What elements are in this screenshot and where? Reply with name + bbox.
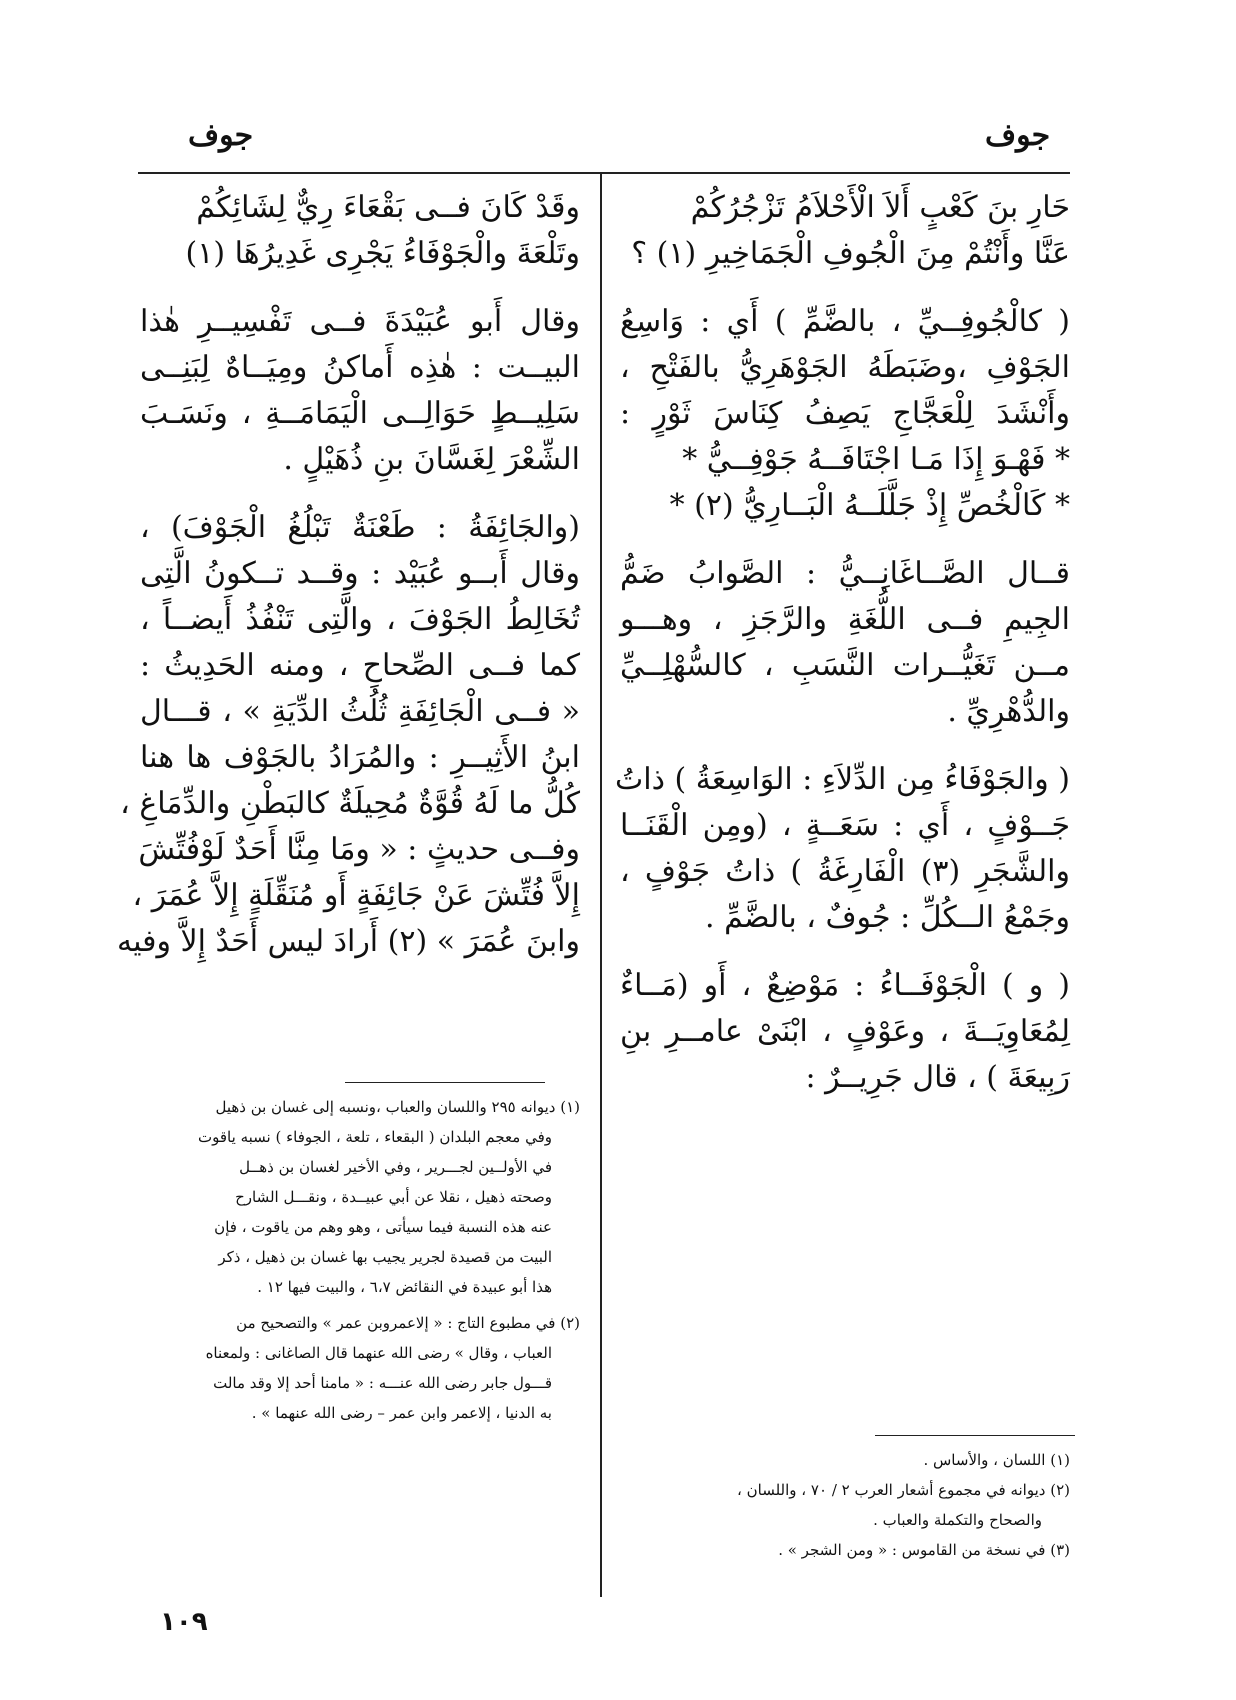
text-line: رَبِيعَةَ ) ، قال جَرِيــرٌ : bbox=[805, 1060, 1070, 1095]
text-line: ( كالْجُوفِــيِّ ، بالضَّمِّ ) أَي : وَاسِعُ bbox=[620, 304, 1070, 339]
text-line: وفــى حديثٍ : « ومَا مِنَّا أَحَدٌ لَوْفُتِّشَ bbox=[138, 832, 580, 867]
text-line: الجِيمِ فــى اللُّغَةِ والرَّجَزِ ، وهـــو bbox=[620, 602, 1070, 637]
text-line: وجَمْعُ الــكُلِّ : جُوفٌ ، بالضَّمِّ . bbox=[705, 900, 1070, 935]
header-rule bbox=[138, 172, 1070, 174]
text-line: وقال أَبو عُبَيْدَةَ فــى تَفْسِيــرِ هٰذا bbox=[140, 304, 580, 339]
text-line: تُخَالِطُ الجَوْفَ ، والَّتِى تَنْفُذُ أَيضــاً ، bbox=[140, 602, 580, 637]
verse-line: وتَلْعَةَ والْجَوْفَاءُ يَجْرِى غَدِيرُهَا (١) bbox=[185, 236, 580, 271]
footnote-line: عنه هذه النسبة فيما سيأتى ، وهو وهم من ياقوت ، فإن bbox=[214, 1218, 552, 1236]
text-line: كما فــى الصِّحاحِ ، ومنه الحَدِيثُ : bbox=[140, 648, 580, 683]
right-column bbox=[615, 185, 1071, 1101]
text-line: قــال الصَّــاغَانِــيُّ : الصَّوابُ ضَمُّ bbox=[620, 556, 1070, 591]
text-line: إِلاَّ فُتِّشَ عَنْ جَائِفَةٍ أَو مُنَقِّلَةٍ إِلاَّ عُمَرَ ، bbox=[132, 878, 580, 913]
text-line: الجَوْفِ ،وضَبَطَهُ الجَوْهَرِيُّ بالفَتْحِ ، bbox=[620, 350, 1070, 385]
footnote-line: (١) اللسان ، والأساس . bbox=[923, 1451, 1070, 1469]
text-line: مــن تَغَيُّــرات النَّسَبِ ، كالسُّهْلِــيِّ bbox=[620, 648, 1070, 683]
text-line: ابنُ الأَثِيــرِ : والمُرَادُ بالجَوْف ها هنا bbox=[140, 740, 580, 775]
verse-line: عَنَّا وأَنْتُمْ مِنَ الْجُوفِ الْجَمَاخِيرِ (١) ؟ bbox=[631, 236, 1070, 271]
footnote-line: (٢) ديوانه في مجموع أشعار العرب ٢ / ٧٠ ، واللسان ، bbox=[737, 1481, 1070, 1499]
footnote-line: هذا أبو عبيدة في النقائض ٦،٧ ، والبيت فيها ١٢ . bbox=[257, 1278, 552, 1296]
verse-line: وقَدْ كَانَ فــى بَقْعَاءَ رِيٌّ لِشَائِكُمْ bbox=[196, 190, 580, 225]
text-line: (والجَائِفَةُ : طَعْنَةٌ تَبْلُغُ الْجَوْفَ) ، bbox=[140, 510, 580, 545]
footnote-line: في الأولــين لجـــرير ، وفي الأخير لغسان بن ذهــل bbox=[239, 1158, 552, 1176]
column-divider bbox=[600, 172, 602, 1597]
footnote-rule-left bbox=[345, 1082, 545, 1083]
text-line: وأَنْشَدَ لِلْعَجَّاجِ يَصِفُ كِنَاسَ ثَوْرٍ : bbox=[620, 396, 1070, 431]
text-line: البيــت : هٰذِه أَماكنُ ومِيَــاهٌ لِبَنِــى bbox=[140, 350, 580, 385]
text-line: سَلِيــطٍ حَوَالِــى الْيَمَامَــةِ ، ونَسَـبَ bbox=[140, 396, 580, 431]
page-number: ١٠٩ bbox=[160, 1607, 208, 1637]
footnote-line: (١) ديوانه ٢٩٥ واللسان والعباب ،ونسبه إلى غسان بن ذهيل bbox=[215, 1098, 580, 1116]
text-line: والدُّهْرِيِّ . bbox=[947, 694, 1070, 729]
text-line: كُلُّ ما لَهُ قُوَّةٌ مُحِيلَةٌ كالبَطْنِ والدِّمَاغِ ، bbox=[120, 786, 580, 821]
left-column bbox=[117, 185, 580, 965]
footnotes-left bbox=[140, 1092, 580, 1428]
text-line: والشَّجَرِ (٣) الْفَارِغَةُ ) ذاتُ جَوْفٍ ، bbox=[620, 854, 1071, 889]
footnote-rule-right bbox=[875, 1435, 1075, 1436]
text-line: وقال أَبــو عُبَيْد : وقــد تــكونُ الَّتِى bbox=[140, 556, 580, 591]
footnote-line: البيت من قصيدة لجرير يجيب بها غسان بن ذهيل ، ذكر bbox=[218, 1248, 552, 1266]
verse-line: حَارِ بنَ كَعْبٍ أَلاَ الْأَحْلاَمُ تَزْجُرُكُمْ bbox=[690, 190, 1070, 225]
footnote-line: (٢) في مطبوع التاج : « إلاعمروبن عمر » والتصحيح من bbox=[236, 1314, 580, 1332]
text-line: لِمُعَاوِيَــةَ ، وعَوْفٍ ، ابْنَىْ عامــرِ بنِ bbox=[620, 1014, 1070, 1049]
footnote-line: وفي معجم البلدان ( البقعاء ، تلعة ، الجوفاء ) نسبه ياقوت bbox=[198, 1128, 552, 1146]
footnote-line: به الدنيا ، إلاعمر وابن عمر – رضى الله عنهما » . bbox=[251, 1404, 552, 1422]
text-line: ( والجَوْفَاءُ مِن الدِّلاَءِ : الوَاسِعَةُ ) ذاتُ bbox=[615, 762, 1070, 797]
footnote-line: (٣) في نسخة من القاموس : « ومن الشجر » . bbox=[778, 1541, 1070, 1559]
running-head-right: جوف bbox=[985, 118, 1051, 153]
footnote-line: قـــول جابر رضى الله عنـــه : « مامنا أحد إلا وقد مالت bbox=[213, 1374, 552, 1392]
footnotes-right bbox=[620, 1445, 1070, 1565]
text-line: الشِّعْرَ لِغَسَّانَ بنِ ذُهَيْلٍ . bbox=[283, 442, 580, 477]
footnote-line: العباب ، وقال » رضى الله عنهما قال الصاغانى : ولمعناه bbox=[205, 1344, 552, 1362]
footnote-line: وصحته ذهيل ، نقلا عن أبي عبيــدة ، ونقـــل الشارح bbox=[235, 1188, 552, 1206]
running-head-left: جوف bbox=[188, 118, 254, 153]
verse-line: * كَالْخُصِّ إِذْ جَلَّلَــهُ الْبَــارِيُّ (٢) * bbox=[669, 488, 1070, 523]
text-line: « فــى الْجَائِفَةِ ثُلُثُ الدِّيَةِ » ، قـــال bbox=[140, 694, 580, 729]
footnote-line: والصحاح والتكملة والعباب . bbox=[873, 1511, 1042, 1529]
text-line: وابنَ عُمَرَ » (٢) أَرادَ ليس أَحَدٌ إِلاَّ وفيه bbox=[117, 924, 580, 959]
text-line: جَــوْفٍ ، أَي : سَعَــةٍ ، (ومِن الْقَنَــا bbox=[620, 808, 1070, 843]
text-line: ( و ) الْجَوْفَــاءُ : مَوْضِعٌ ، أَو (مَــاءٌ bbox=[620, 968, 1070, 1003]
verse-line: * فَهْـوَ إِذَا مَـا اجْتَافَــهُ جَوْفِــيُّ * bbox=[682, 442, 1070, 477]
